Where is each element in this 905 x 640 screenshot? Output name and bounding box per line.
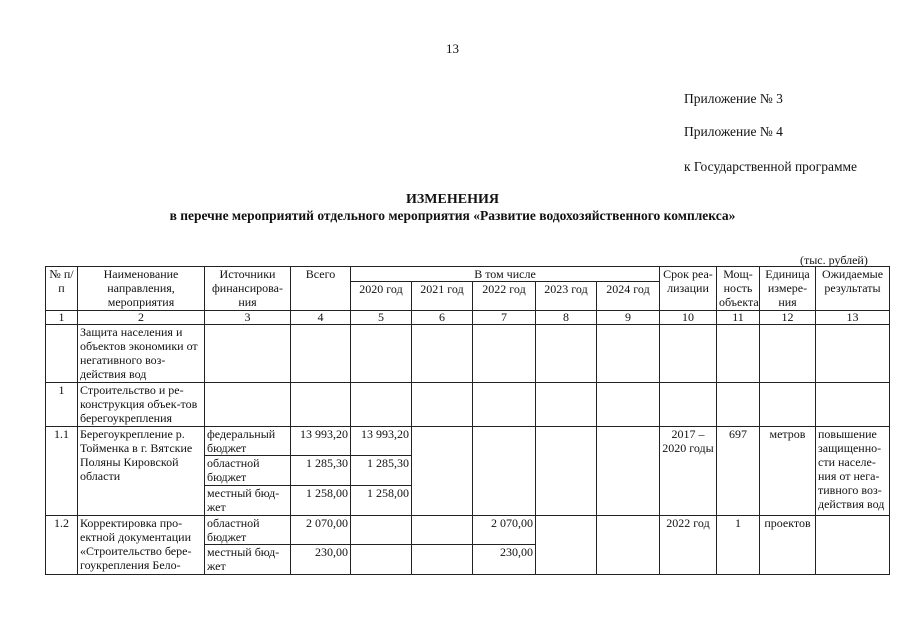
- source-cell: местный бюд-жет: [205, 486, 291, 516]
- header-year-2021: 2021 год: [412, 282, 473, 311]
- period-cell: 2022 год: [660, 516, 717, 575]
- header-year-2022: 2022 год: [473, 282, 536, 311]
- column-number: 10: [660, 311, 717, 325]
- header-unit: Единица измере-ния: [760, 267, 816, 311]
- document-subtitle: в перечне мероприятий отдельного мероприятия «Развитие водохозяйственного комплекса»: [169, 208, 736, 223]
- header-year-2024: 2024 год: [597, 282, 660, 311]
- item-name: Корректировка про-ектной документации «Строительство бере-гоукрепления Бело-: [78, 516, 205, 575]
- column-number: 11: [717, 311, 760, 325]
- column-number: 6: [412, 311, 473, 325]
- source-cell: областной бюджет: [205, 516, 291, 545]
- column-number: 5: [351, 311, 412, 325]
- capacity-cell: 697: [717, 427, 760, 516]
- year-2020-cell: 1 285,30: [351, 456, 412, 486]
- column-number: 8: [536, 311, 597, 325]
- unit-cell: метров: [760, 427, 816, 516]
- year-2022-cell: 230,00: [473, 545, 536, 575]
- header-including: В том числе: [351, 267, 660, 282]
- group-row: [46, 383, 890, 427]
- total-cell: 1 258,00: [291, 486, 351, 516]
- column-number: 1: [46, 311, 78, 325]
- capacity-cell: 1: [717, 516, 760, 575]
- measures-table: [45, 266, 890, 575]
- column-number: 3: [205, 311, 291, 325]
- header-name: Наименование направления, мероприятия: [78, 267, 205, 311]
- year-2020-cell: 13 993,20: [351, 427, 412, 456]
- source-cell: местный бюд-жет: [205, 545, 291, 575]
- table-row: [46, 516, 890, 545]
- item-name: Берегоукрепление р. Тойменка в г. Вятские Поляны Кировской области: [78, 427, 205, 516]
- year-2022-cell: 2 070,00: [473, 516, 536, 545]
- period-cell: 2017 – 2020 годы: [660, 427, 717, 516]
- column-number: 9: [597, 311, 660, 325]
- total-cell: 1 285,30: [291, 456, 351, 486]
- section-row: [46, 325, 890, 383]
- total-cell: 230,00: [291, 545, 351, 575]
- item-num: 1.1: [46, 427, 78, 516]
- results-cell: повышение защищенно-сти населе-ния от нега-тивного воз-действия вод: [816, 427, 890, 516]
- source-cell: областной бюджет: [205, 456, 291, 486]
- column-number: 4: [291, 311, 351, 325]
- header-year-2023: 2023 год: [536, 282, 597, 311]
- column-number: 2: [78, 311, 205, 325]
- table-row: [46, 427, 890, 456]
- header-total: Всего: [291, 267, 351, 311]
- page-number: 13: [446, 41, 459, 56]
- column-number: 7: [473, 311, 536, 325]
- group-name: Строительство и ре-конструкция объек-тов берегоукрепления: [78, 383, 205, 427]
- header-sources: Источники финансирова-ния: [205, 267, 291, 311]
- year-2020-cell: 1 258,00: [351, 486, 412, 516]
- header-year-2020: 2020 год: [351, 282, 412, 311]
- section-name: Защита населения и объектов экономики от негативного воз-действия вод: [78, 325, 205, 383]
- document-title: ИЗМЕНЕНИЯ: [406, 192, 499, 207]
- appendix-line-2: Приложение № 4: [684, 124, 783, 139]
- header-num: № п/п: [46, 267, 78, 311]
- column-number: 13: [816, 311, 890, 325]
- units-note: (тыс. рублей): [800, 253, 868, 267]
- column-number: 12: [760, 311, 816, 325]
- header-row-1: [46, 267, 890, 282]
- total-cell: 2 070,00: [291, 516, 351, 545]
- column-number-row: [46, 311, 890, 325]
- total-cell: 13 993,20: [291, 427, 351, 456]
- header-period: Срок реа-лизации: [660, 267, 717, 311]
- header-capacity: Мощ-ность объекта: [717, 267, 760, 311]
- source-cell: федеральный бюджет: [205, 427, 291, 456]
- group-num: 1: [46, 383, 78, 427]
- appendix-line-1: Приложение № 3: [684, 91, 783, 106]
- appendix-line-3: к Государственной программе: [684, 159, 858, 174]
- header-results: Ожидаемые результаты: [816, 267, 890, 311]
- unit-cell: проектов: [760, 516, 816, 575]
- item-num: 1.2: [46, 516, 78, 575]
